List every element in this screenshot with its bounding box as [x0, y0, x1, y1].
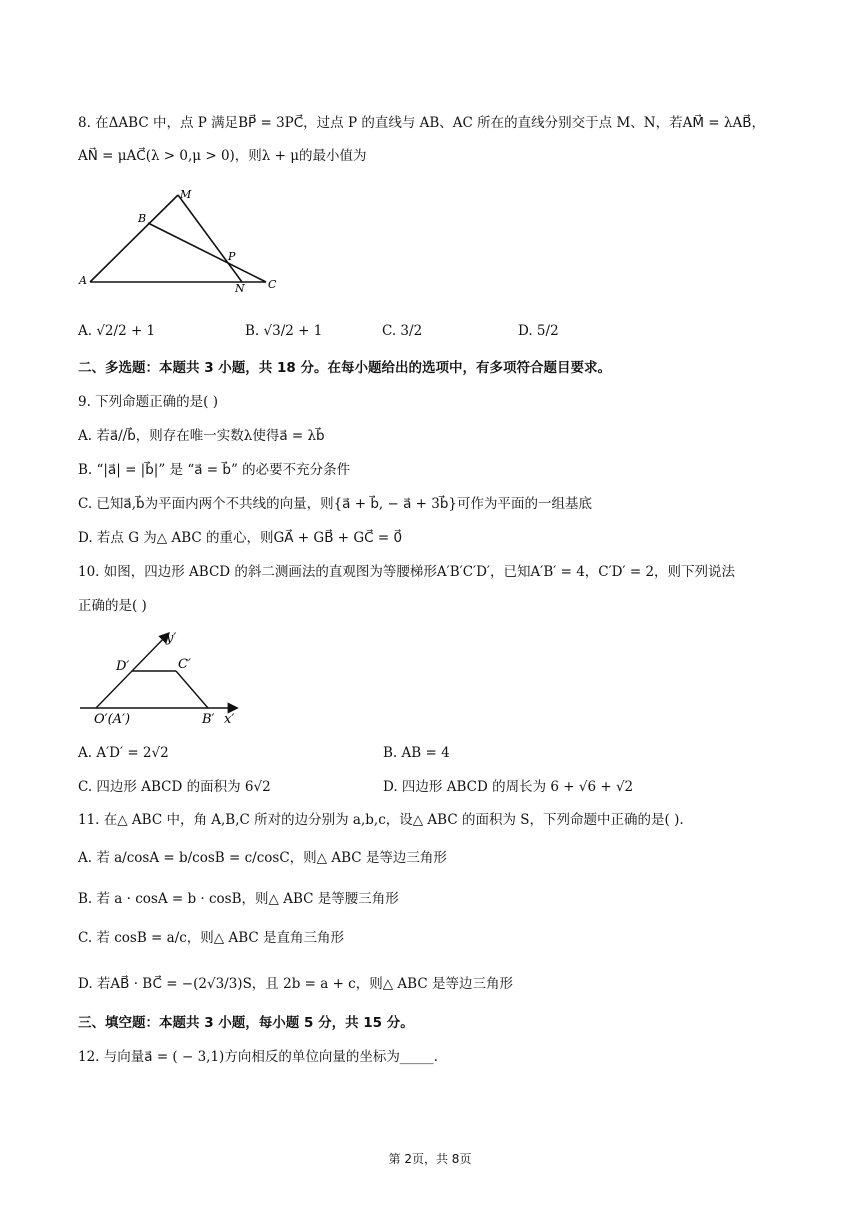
q11-option-c: C. 若 cosB = a/c，则△ ABC 是直角三角形: [78, 930, 345, 946]
label-d-prime: D′: [116, 659, 130, 674]
label-y-axis: y′: [166, 631, 177, 646]
q8-line-2: AN⃗ = μAC⃗(λ > 0,μ > 0)，则λ + μ的最小值为: [78, 148, 367, 164]
q8-triangle-figure: [76, 186, 286, 294]
q9-option-d: D. 若点 G 为△ ABC 的重心，则GA⃗ + GB⃗ + GC⃗ = 0⃗: [78, 530, 403, 546]
label-b: B: [138, 212, 147, 225]
label-o-prime: O′(A′): [94, 712, 131, 727]
q10-trapezoid-figure: [76, 626, 256, 732]
label-x-axis: x′: [224, 712, 235, 727]
q11-option-b: B. 若 a · cosA = b · cosB，则△ ABC 是等腰三角形: [78, 891, 399, 907]
label-m: M: [180, 188, 192, 201]
q8-option-a: A. √2/2 + 1: [78, 323, 156, 339]
q12-stem: 12. 与向量a⃗ = ( − 3,1)方向相反的单位向量的坐标为_____.: [78, 1049, 438, 1065]
page-footer: 第 2页，共 8页: [388, 1152, 472, 1166]
label-b-prime: B′: [202, 712, 215, 727]
q10-option-b: B. AB = 4: [383, 745, 450, 761]
label-n: N: [235, 282, 245, 294]
section-heading-multi-choice: 二、多选题：本题共 3 小题，共 18 分。在每小题给出的选项中，有多项符合题目要求。: [78, 360, 611, 376]
q9-option-b: B. “|a⃗| = |b⃗|” 是 “a⃗ = b⃗” 的必要不充分条件: [78, 462, 351, 478]
q11-stem: 11. 在△ ABC 中，角 A,B,C 所对的边分别为 a,b,c，设△ ABC 的面积为 S，下列命题中正确的是( ).: [78, 812, 684, 828]
label-c-prime: C′: [178, 657, 191, 672]
q8-option-b: B. √3/2 + 1: [245, 323, 323, 339]
q8-option-d: D. 5/2: [518, 323, 559, 339]
q11-option-d: D. 若AB⃗ · BC⃗ = −(2√3/3)S，且 2b = a + c，则△ ABC 是等边三角形: [78, 976, 513, 992]
q10-line-2: 正确的是( ): [78, 598, 147, 614]
q9-option-c: C. 已知a⃗,b⃗为平面内两个不共线的向量，则{a⃗ + b⃗, − a⃗ + 3b⃗}可作为平面的一组基底: [78, 496, 592, 512]
q9-option-a: A. 若a⃗//b⃗，则存在唯一实数λ使得a⃗ = λb⃗: [78, 428, 325, 444]
label-a: A: [79, 274, 87, 287]
label-p: P: [228, 250, 236, 263]
q10-line-1: 10. 如图，四边形 ABCD 的斜二测画法的直观图为等腰梯形A′B′C′D′，已知A′B′ = 4，C′D′ = 2，则下列说法: [78, 564, 736, 580]
q9-stem: 9. 下列命题正确的是( ): [78, 394, 218, 410]
label-c: C: [268, 278, 277, 291]
q11-option-a: A. 若 a/cosA = b/cosB = c/cosC，则△ ABC 是等边三角形: [78, 850, 447, 866]
q10-option-a: A. A′D′ = 2√2: [78, 745, 169, 761]
section-heading-fill-blank: 三、填空题：本题共 3 小题，每小题 5 分，共 15 分。: [78, 1015, 414, 1031]
q10-option-d: D. 四边形 ABCD 的周长为 6 + √6 + √2: [383, 779, 634, 795]
q8-line-1: 8. 在ΔABC 中，点 P 满足BP⃗ = 3PC⃗，过点 P 的直线与 AB、AC 所在的直线分别交于点 M、N，若AM⃗ = λAB⃗，: [78, 115, 765, 131]
q10-option-c: C. 四边形 ABCD 的面积为 6√2: [78, 779, 271, 795]
q8-option-c: C. 3/2: [382, 323, 423, 339]
